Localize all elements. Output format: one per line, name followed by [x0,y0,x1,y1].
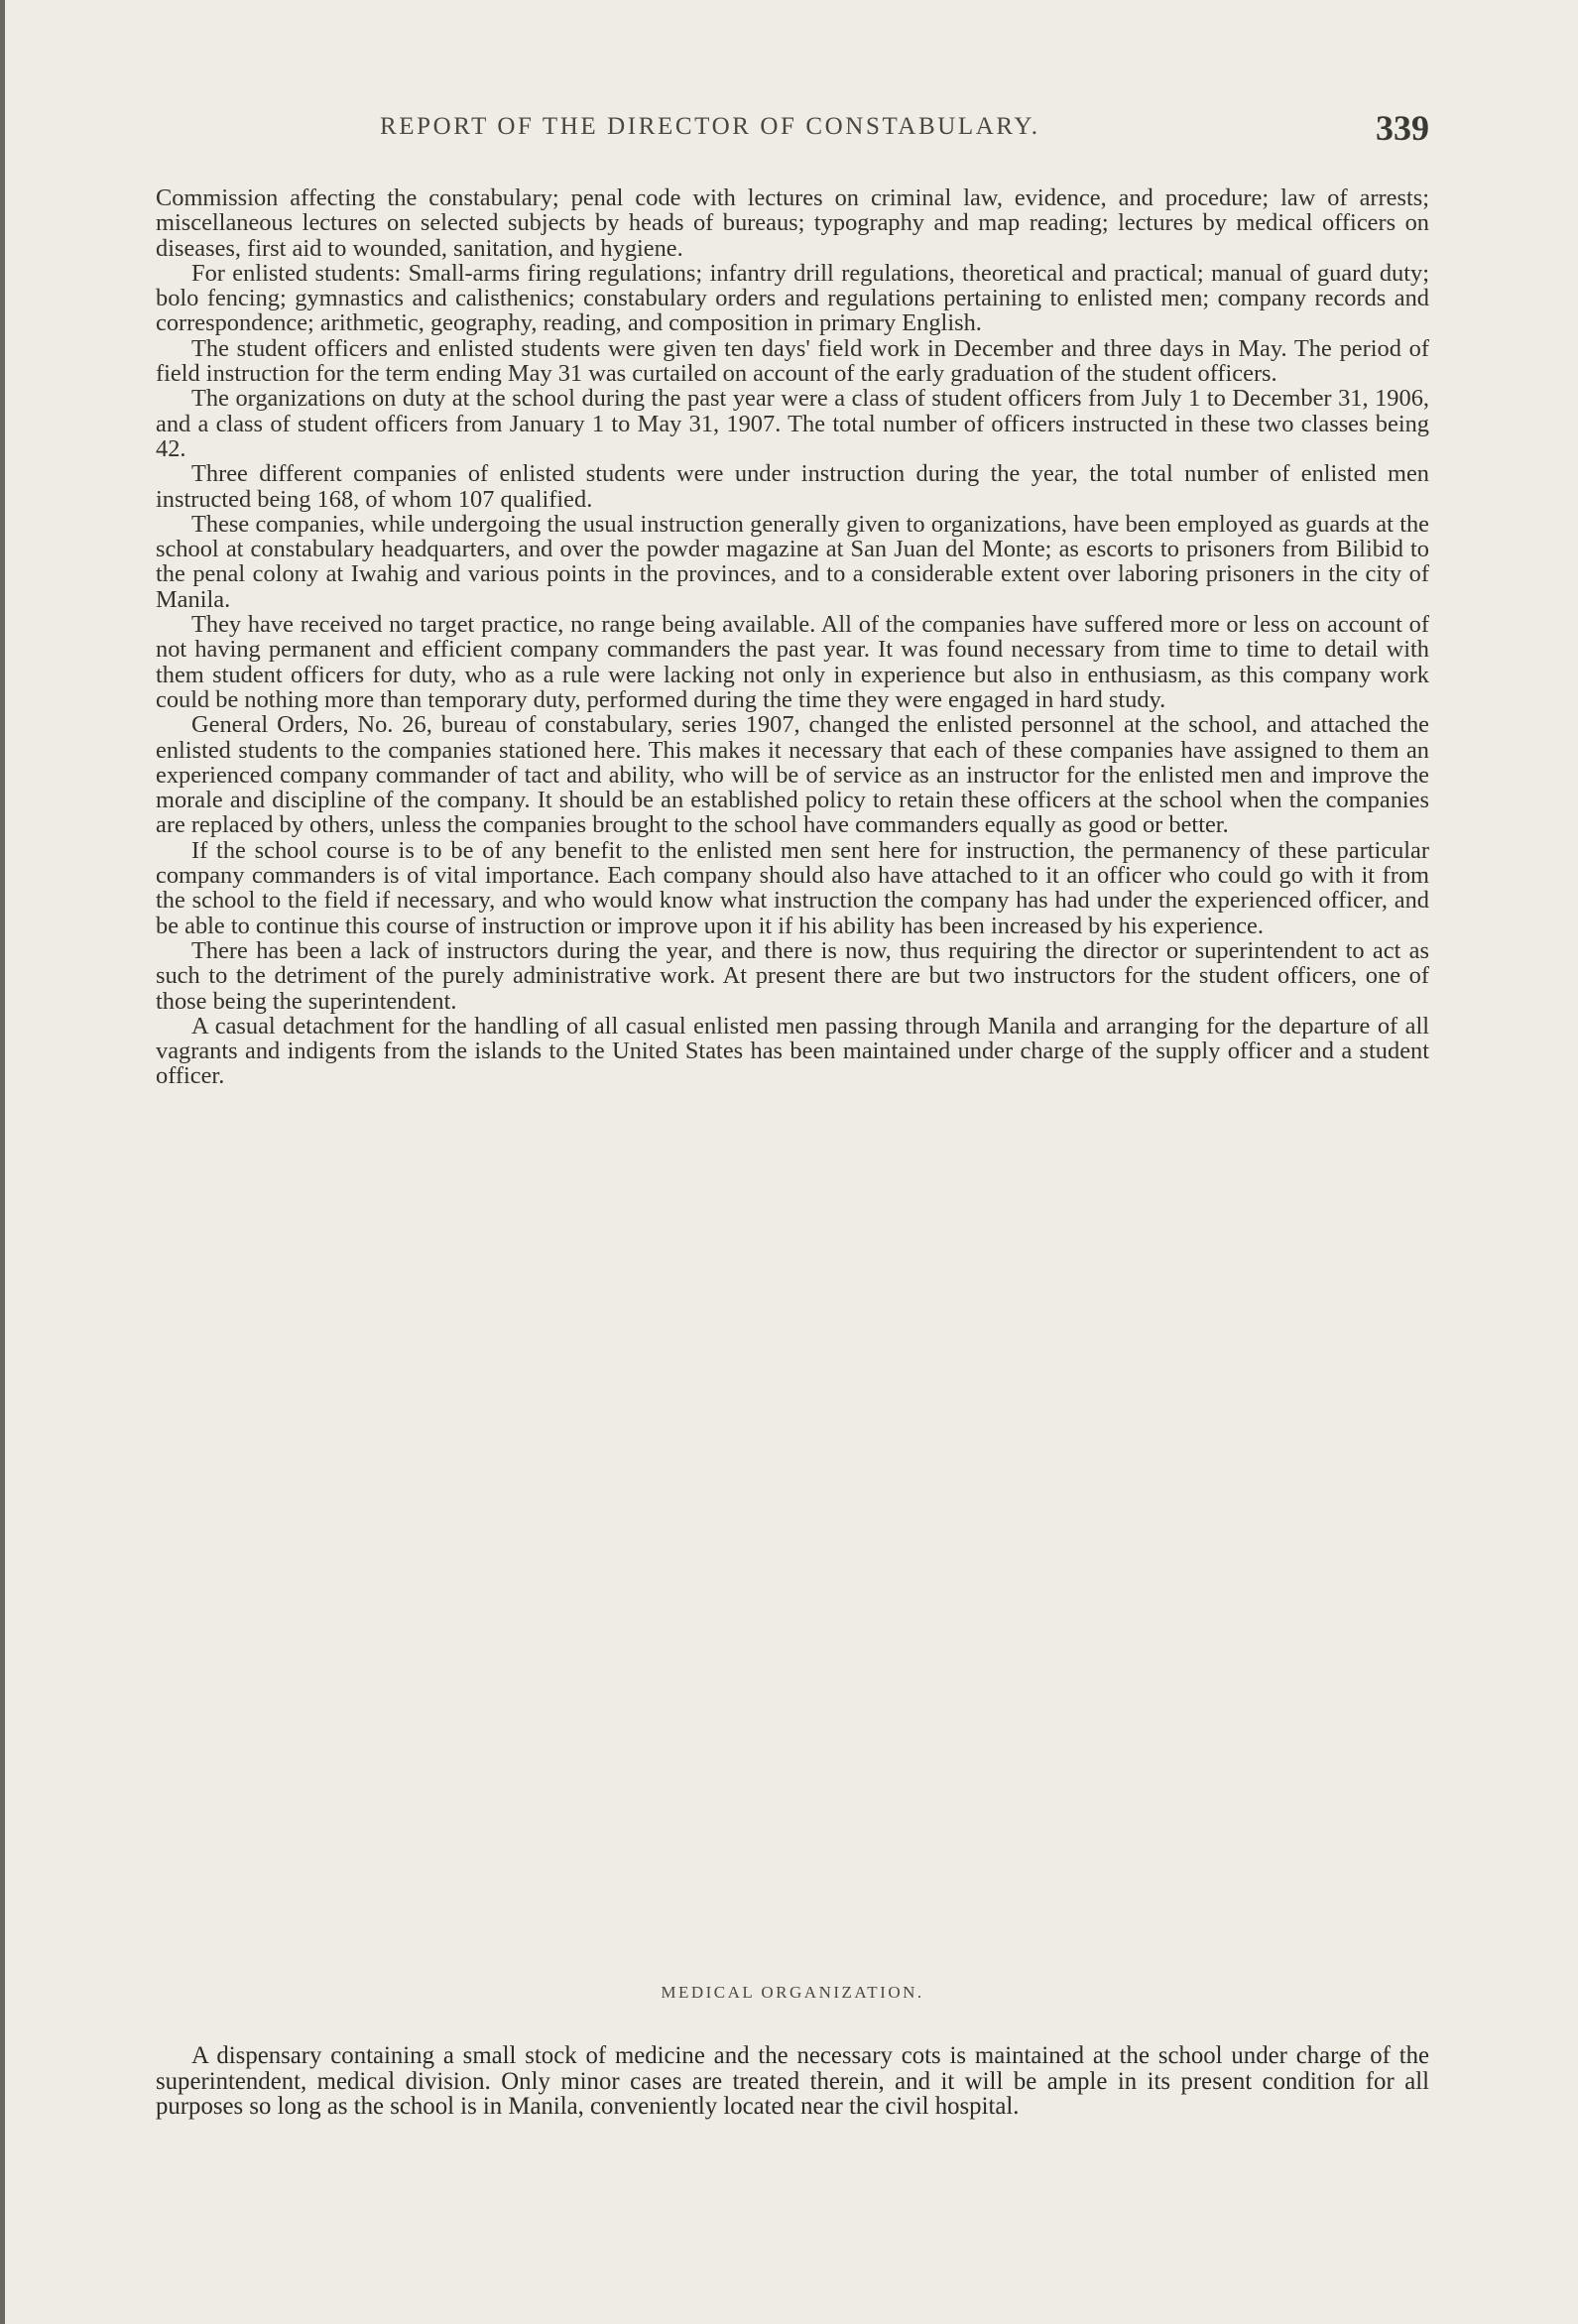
paragraph-field-work: The student officers and enlisted students were given ten days' field work in December and three days in May. The period of field instruction for the term ending May 31 was curtailed on account of the early graduation of the student officers. [156,334,1429,388]
paragraph-organizations: The organizations on duty at the school during the past year were a class of student officers from July 1 to December 31, 1906, and a class of student officers from January 1 to May 31, 1907. The total number of officers instructed in these two classes being 42. [156,385,1429,462]
page-edge [0,0,5,2324]
body-text [156,185,1429,1089]
paragraph-companies-enlisted: Three different companies of enlisted students were under instruction during the year, the total number of enlisted men instructed being 168, of whom 107 qualified. [156,460,1429,513]
page-number: 339 [1376,108,1429,148]
paragraph-guard-duty: These companies, while undergoing the usual instruction generally given to organizations, have been employed as guards at the school at constabulary headquarters, and over the powder magazine at San Juan del Monte; as escorts to prisoners from Bilibid to the penal colony at Iwahig and various points in the provinces, and to a considerable extent over laboring prisoners in the city of Manila. [156,510,1429,613]
paragraph-commission-lectures: Commission affecting the constabulary; penal code with lectures on criminal law, evidence, and procedure; law of arrests; miscellaneous lectures on selected subjects by heads of bureaus; typography and map reading; lectures by medical officers on diseases, first aid to wounded, sanitation, and hygiene. [156,184,1429,262]
medical-section [156,2043,1429,2120]
paragraph-school-course: If the school course is to be of any benefit to the enlisted men sent here for instruction, the permanency of these particular company commanders is of vital importance. Each company should also have attached to it an officer who could go with it from the school to the field if necessary, and who would know what instruction the company has had under the experienced officer, and be able to continue this course of instruction or improve upon it if his ability has been increased by his experience. [156,836,1429,939]
paragraph-target-practice: They have received no target practice, no range being available. All of the companies have suffered more or less on account of not having permanent and efficient company commanders the past year. It was found necessary from time to time to detail with them student officers for duty, who as a rule were lacking not only in experience but also in enthusiasm, as this company work could be nothing more than temporary duty, performed during the time they were engaged in hard study. [156,611,1429,713]
paragraph-dispensary: A dispensary containing a small stock of medicine and the necessary cots is maintained at the school under charge of the superintendent, medical division. Only minor cases are treated therein, and it will be ample in its present condition for all purposes so long as the school is in Manila, conveniently located near the civil hospital. [156,2042,1429,2121]
paragraph-general-orders: General Orders, No. 26, bureau of constabulary, series 1907, changed the enlisted personnel at the school, and attached the enlisted students to the companies stationed here. This makes it necessary that each of these companies have assigned to them an experienced company commander of tact and ability, who will be of service as an instructor for the enlisted men and improve the morale and discipline of the company. It should be an established policy to retain these officers at the school when the companies are replaced by others, unless the companies brought to the school have commanders equally as good or better. [156,711,1429,839]
paragraph-enlisted-students: For enlisted students: Small-arms firing regulations; infantry drill regulations, theoretical and practical; manual of guard duty; bolo fencing; gymnastics and calisthenics; constabulary orders and regulations pertaining to enlisted men; company records and correspondence; arithmetic, geography, reading, and composition in primary English. [156,259,1429,337]
paragraph-instructors: There has been a lack of instructors during the year, and there is now, thus requiring the director or superintendent to act as such to the detriment of the purely administrative work. At present there are but two instructors for the student officers, one of those being the superintendent. [156,936,1429,1015]
paragraph-casual-detachment: A casual detachment for the handling of all casual enlisted men passing through Manila and arranging for the departure of all vagrants and indigents from the islands to the United States has been maintained under charge of the supply officer and a student officer. [156,1012,1429,1090]
section-heading-medical: MEDICAL ORGANIZATION. [661,1983,924,2002]
running-title: REPORT OF THE DIRECTOR OF CONSTABULARY. [380,113,1040,140]
running-head [164,107,1429,151]
